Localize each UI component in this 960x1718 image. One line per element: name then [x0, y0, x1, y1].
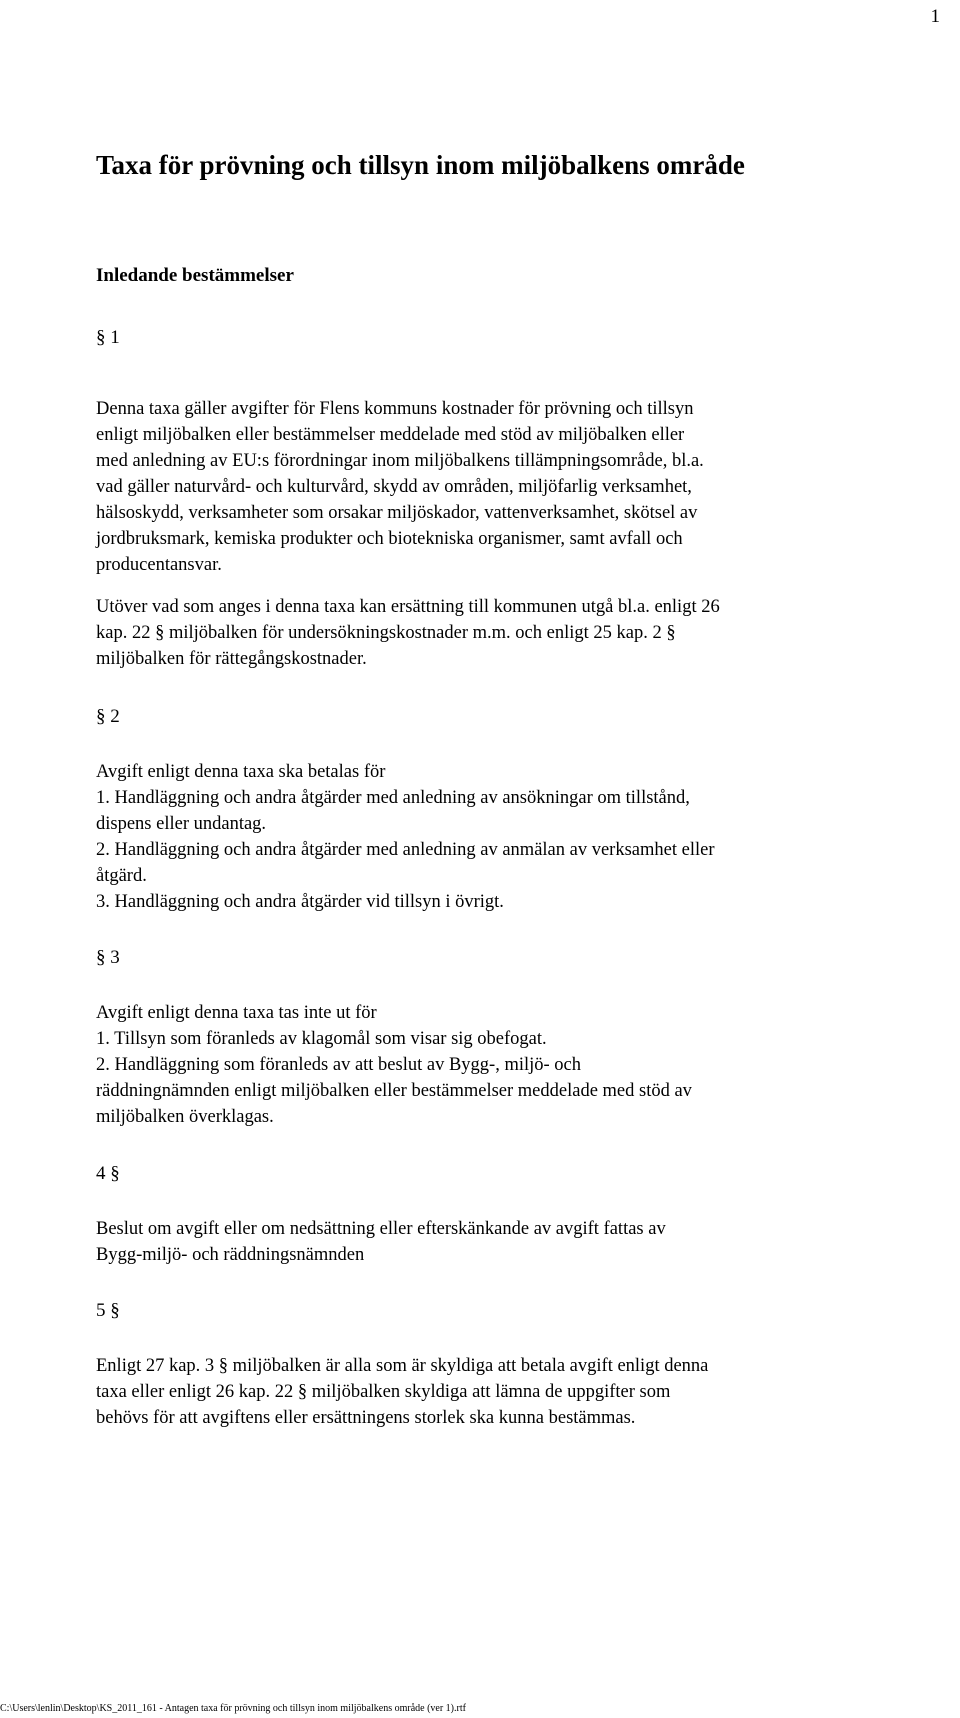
paragraph-marker-2: § 2 [96, 706, 120, 727]
footer-file-path: C:\Users\lenlin\Desktop\KS_2011_161 - Antagen taxa för prövning och tillsyn inom miljöbalkens område (ver 1).rtf [0, 1703, 466, 1714]
text-line: jordbruksmark, kemiska produkter och biotekniska organismer, samt avfall och [96, 529, 683, 549]
paragraph-4-text [96, 1216, 666, 1268]
text-line: kap. 22 § miljöbalken för undersökningskostnader m.m. och enligt 25 kap. 2 § [96, 623, 676, 643]
text-line: Avgift enligt denna taxa ska betalas för [96, 762, 386, 782]
text-line: 2. Handläggning som föranleds av att beslut av Bygg-, miljö- och [96, 1055, 582, 1075]
text-line: vad gäller naturvård- och kulturvård, skydd av områden, miljöfarlig verksamhet, [96, 477, 692, 497]
text-line: med anledning av EU:s förordningar inom miljöbalkens tillämpningsområde, bl.a. [96, 451, 704, 471]
text-line: 1. Handläggning och andra åtgärder med anledning av ansökningar om tillstånd, [96, 788, 690, 808]
paragraph-3-text [96, 1000, 692, 1130]
text-line: räddningnämnden enligt miljöbalken eller bestämmelser meddelade med stöd av [96, 1081, 692, 1101]
section-heading: Inledande bestämmelser [96, 265, 294, 286]
text-line: Enligt 27 kap. 3 § miljöbalken är alla som är skyldiga att betala avgift enligt denna [96, 1356, 709, 1376]
paragraph-marker-1: § 1 [96, 327, 120, 348]
text-line: Utöver vad som anges i denna taxa kan ersättning till kommunen utgå bl.a. enligt 26 [96, 597, 720, 617]
text-line: åtgärd. [96, 866, 147, 886]
paragraph-2-text [96, 759, 714, 915]
paragraph-marker-5: 5 § [96, 1300, 120, 1321]
text-line: Denna taxa gäller avgifter för Flens kommuns kostnader för prövning och tillsyn [96, 399, 694, 419]
text-line: 1. Tillsyn som föranleds av klagomål som visar sig obefogat. [96, 1029, 547, 1049]
document-title: Taxa för prövning och tillsyn inom miljöbalkens område [96, 150, 745, 180]
page-number: 1 [930, 6, 940, 27]
paragraph-5-text [96, 1353, 708, 1431]
text-line: 3. Handläggning och andra åtgärder vid tillsyn i övrigt. [96, 892, 504, 912]
text-line: miljöbalken överklagas. [96, 1107, 274, 1127]
text-line: producentansvar. [96, 555, 222, 575]
paragraph-marker-4: 4 § [96, 1163, 120, 1184]
text-line: enligt miljöbalken eller bestämmelser meddelade med stöd av miljöbalken eller [96, 425, 685, 445]
text-line: Bygg-miljö- och räddningsnämnden [96, 1245, 365, 1265]
paragraph-1-text-a [96, 396, 704, 578]
text-line: taxa eller enligt 26 kap. 22 § miljöbalken skyldiga att lämna de uppgifter som [96, 1382, 671, 1402]
text-line: miljöbalken för rättegångskostnader. [96, 649, 367, 669]
text-line: Beslut om avgift eller om nedsättning eller efterskänkande av avgift fattas av [96, 1219, 666, 1239]
text-line: behövs för att avgiftens eller ersättningens storlek ska kunna bestämmas. [96, 1408, 636, 1428]
text-line: Avgift enligt denna taxa tas inte ut för [96, 1003, 377, 1023]
text-line: dispens eller undantag. [96, 814, 267, 834]
paragraph-1-text-b [96, 594, 720, 672]
text-line: 2. Handläggning och andra åtgärder med anledning av anmälan av verksamhet eller [96, 840, 715, 860]
text-line: hälsoskydd, verksamheter som orsakar miljöskador, vattenverksamhet, skötsel av [96, 503, 698, 523]
paragraph-marker-3: § 3 [96, 947, 120, 968]
